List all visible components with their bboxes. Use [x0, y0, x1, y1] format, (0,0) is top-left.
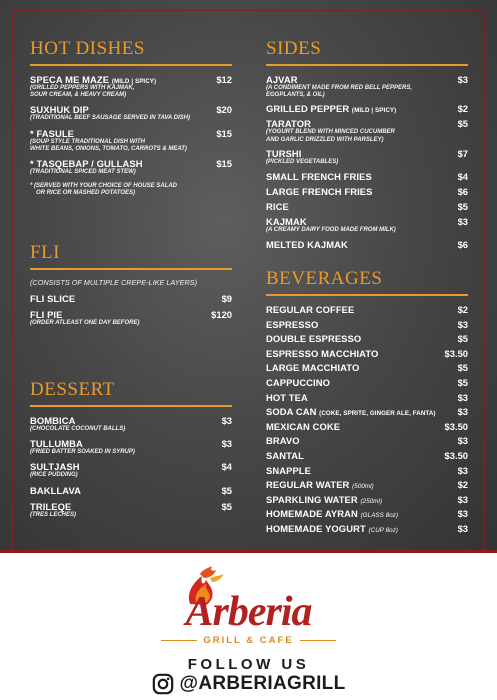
- item-price: $3: [457, 464, 468, 476]
- item-qualifier: (CUP 8oz): [368, 526, 399, 534]
- item-name: ESPRESSO: [266, 318, 319, 330]
- item-description: (A CONDIMENT MADE FROM RED BELL PEPPERS,: [266, 85, 413, 91]
- section-title: FLI: [30, 242, 60, 263]
- menu-item: [266, 435, 468, 446]
- logo-wordmark: Arberia: [185, 589, 312, 635]
- section-title: HOT DISHES: [30, 38, 145, 59]
- item-name: SPARKLING WATER: [266, 493, 358, 505]
- item-name: SUXHUK DIP: [30, 104, 89, 116]
- item-name: TARATOR: [266, 118, 311, 130]
- item-qualifier: (GLASS 8oz): [360, 512, 399, 520]
- item-price: $3: [457, 318, 468, 330]
- beverages-section: [266, 268, 468, 534]
- menu-item: [266, 465, 468, 476]
- menu-item: [266, 148, 468, 166]
- item-price: $3: [457, 216, 468, 228]
- item-name: LARGE MACCHIATO: [266, 362, 360, 374]
- menu-item: [30, 485, 232, 496]
- logo-rule: [300, 640, 336, 641]
- item-price: $2: [457, 479, 468, 491]
- item-description: (RICE PUDDING): [30, 472, 78, 479]
- item-name: HOT TEA: [266, 391, 308, 403]
- item-name: TULLUMBA: [30, 438, 83, 450]
- item-price: $6: [457, 239, 468, 251]
- menu-item: [30, 128, 232, 153]
- item-price: $5: [457, 376, 468, 388]
- menu-item: [266, 362, 468, 373]
- item-description: (TRADITIONAL SPICED MEAT STEW): [30, 169, 136, 176]
- item-price: $3.50: [444, 420, 468, 432]
- item-description: (GRILLED PEPPERS WITH KAJMAK,: [30, 85, 135, 91]
- item-name: SMALL FRENCH FRIES: [266, 171, 372, 183]
- menu-item: [266, 508, 468, 519]
- item-name: GRILLED PEPPER: [266, 103, 350, 115]
- footnote-line: OR RICE OR MASHED POTATOES): [36, 190, 136, 197]
- item-name: SODA CAN: [266, 406, 317, 418]
- item-name: KAJMAK: [266, 216, 307, 228]
- item-name: FLI PIE: [30, 309, 63, 320]
- item-description: EGGPLANTS, & OIL): [266, 92, 325, 99]
- item-description: AND GARLIC DRIZZLED WITH PARSLEY): [266, 136, 384, 143]
- menu-item: [266, 201, 468, 212]
- item-name: SPECA ME MAZE: [30, 74, 110, 85]
- item-name: MELTED KAJMAK: [266, 239, 348, 251]
- item-name: FLI SLICE: [30, 293, 76, 304]
- item-name: ESPRESSO MACCHIATO: [266, 347, 379, 359]
- item-price: $20: [216, 104, 232, 116]
- item-price: $6: [457, 186, 468, 198]
- item-price: $5: [457, 333, 468, 345]
- menu-item: [266, 348, 468, 359]
- menu-item: [266, 392, 468, 403]
- item-name: SULTJASH: [30, 461, 80, 473]
- beverage-list: [266, 304, 468, 534]
- menu-item: [30, 501, 232, 519]
- fli-section: [30, 242, 232, 327]
- menu-item: [30, 158, 232, 176]
- menu-item: [266, 171, 468, 182]
- item-price: $3: [457, 391, 468, 403]
- menu-item: [30, 104, 232, 122]
- item-price: $3: [221, 415, 232, 426]
- item-price: $4: [221, 461, 232, 473]
- item-qualifier: (500ml): [352, 483, 374, 491]
- menu-item: [266, 523, 468, 534]
- item-price: $3.50: [444, 449, 468, 461]
- item-name: REGULAR WATER: [266, 479, 350, 491]
- sides-section: [266, 38, 468, 250]
- item-price: $3.50: [444, 347, 468, 359]
- item-name: BAKLLAVA: [30, 484, 81, 496]
- item-description: (YOGURT BLEND WITH MINCED CUCUMBER: [266, 129, 395, 136]
- item-description: (TRADITIONAL BEEF SAUSAGE SERVED IN TAVA DISH): [30, 115, 191, 122]
- item-qualifier: (250ml): [360, 497, 383, 505]
- item-name: RICE: [266, 201, 289, 213]
- item-price: $4: [457, 171, 468, 183]
- menu-item: [266, 450, 468, 461]
- section-divider: [30, 405, 232, 407]
- section-title: SIDES: [266, 38, 322, 59]
- section-divider: [30, 64, 232, 66]
- menu-item: [266, 494, 468, 505]
- menu-item: [266, 479, 468, 490]
- section-divider: [266, 294, 468, 296]
- item-price: $3: [457, 74, 468, 85]
- item-name: MEXICAN COKE: [266, 420, 341, 432]
- item-description: (A CREAMY DAIRY FOOD MADE FROM MILK): [266, 227, 396, 234]
- hot-dishes-section: [30, 38, 232, 198]
- item-name: SNAPPLE: [266, 464, 311, 476]
- item-price: $5: [457, 118, 468, 130]
- item-price: $7: [457, 147, 468, 159]
- menu-item: [266, 74, 468, 99]
- item-price: $12: [216, 74, 232, 85]
- section-title: BEVERAGES: [266, 268, 383, 289]
- menu-item: [30, 309, 232, 327]
- menu-item: [266, 304, 468, 315]
- item-name: TRILEQE: [30, 500, 72, 512]
- item-name: BRAVO: [266, 435, 300, 447]
- item-price: $5: [457, 201, 468, 213]
- item-qualifier: (COKE, SPRITE, GINGER ALE, FANTA): [319, 410, 436, 418]
- menu-item: [30, 293, 232, 304]
- item-description: (CHOCOLATE COCONUT BALLS): [30, 426, 126, 432]
- item-name: HOMEMADE AYRAN: [266, 508, 358, 520]
- footnote: [30, 183, 232, 197]
- item-name: BOMBICA: [30, 415, 76, 426]
- item-price: $2: [457, 103, 468, 115]
- menu-item: [266, 103, 468, 114]
- section-title: DESSERT: [30, 379, 115, 400]
- item-qualifier: (MILD | SPICY): [351, 107, 397, 115]
- menu-item: [30, 74, 232, 99]
- item-price: $9: [221, 293, 232, 304]
- item-price: $3: [221, 438, 232, 450]
- item-description: (ORDER ATLEAST ONE DAY BEFORE): [30, 320, 140, 326]
- menu-item: [266, 186, 468, 197]
- item-description: WHITE BEANS, ONIONS, TOMATO, CARROTS & MEAT): [30, 145, 187, 152]
- item-description: (SOUP STYLE TRADITIONAL DISH WITH: [30, 138, 145, 145]
- menu-item: [266, 406, 468, 417]
- item-price: $2: [457, 304, 468, 315]
- menu-item: [30, 461, 232, 479]
- dessert-section: [30, 379, 232, 519]
- item-price: $3: [457, 493, 468, 505]
- section-divider: [30, 268, 232, 270]
- social-handle-row[interactable]: [0, 673, 497, 695]
- menu-item: [30, 438, 232, 456]
- item-name: REGULAR COFFEE: [266, 304, 355, 315]
- item-description: SOUR CREAM, & HEAVY CREAM): [30, 92, 127, 99]
- item-price: $3: [457, 508, 468, 520]
- item-price: $3: [457, 522, 468, 534]
- menu-item: [266, 319, 468, 330]
- instagram-handle[interactable]: @ARBERIAGRILL: [179, 673, 346, 694]
- item-description: (TRES LECHES): [30, 511, 77, 518]
- instagram-icon[interactable]: [152, 673, 174, 695]
- menu-item: [266, 421, 468, 432]
- logo-subtitle-text: GRILL & CAFE: [203, 635, 294, 646]
- follow-us-label: FOLLOW US: [187, 656, 310, 673]
- item-name: DOUBLE ESPRESSO: [266, 333, 362, 345]
- item-description: (FRIED BATTER SOAKED IN SYRUP): [30, 449, 135, 456]
- item-price: $15: [216, 158, 232, 170]
- item-name: LARGE FRENCH FRIES: [266, 186, 373, 198]
- item-name: TURSHI: [266, 147, 302, 159]
- item-name: AJVAR: [266, 74, 298, 85]
- section-divider: [266, 64, 468, 66]
- item-price: $120: [211, 309, 232, 320]
- item-name: HOMEMADE YOGURT: [266, 522, 366, 534]
- menu-item: [266, 333, 468, 344]
- item-price: $3: [457, 435, 468, 447]
- item-price: $15: [216, 127, 232, 139]
- menu-item: [266, 118, 468, 143]
- item-price: $5: [221, 484, 232, 496]
- menu-item: [30, 415, 232, 433]
- footnote-line: * (SERVED WITH YOUR CHOICE OF HOUSE SALAD: [30, 183, 177, 190]
- item-price: $5: [221, 500, 232, 512]
- logo-subtitle: [0, 635, 497, 646]
- item-qualifier: (MILD | SPICY): [111, 78, 157, 85]
- menu-item: [266, 216, 468, 234]
- section-note: (CONSISTS OF MULTIPLE CREPE-LIKE LAYERS): [30, 278, 198, 287]
- menu-item: [266, 239, 468, 250]
- item-name: CAPPUCCINO: [266, 376, 331, 388]
- item-name: * TASQEBAP / GULLASH: [30, 158, 143, 170]
- item-price: $3: [457, 406, 468, 418]
- item-price: $5: [457, 362, 468, 374]
- menu-item: [266, 377, 468, 388]
- item-description: (PICKLED VEGETABLES): [266, 158, 339, 165]
- item-name: SANTAL: [266, 449, 304, 461]
- logo-rule: [161, 640, 197, 641]
- item-name: * FASULE: [30, 127, 75, 139]
